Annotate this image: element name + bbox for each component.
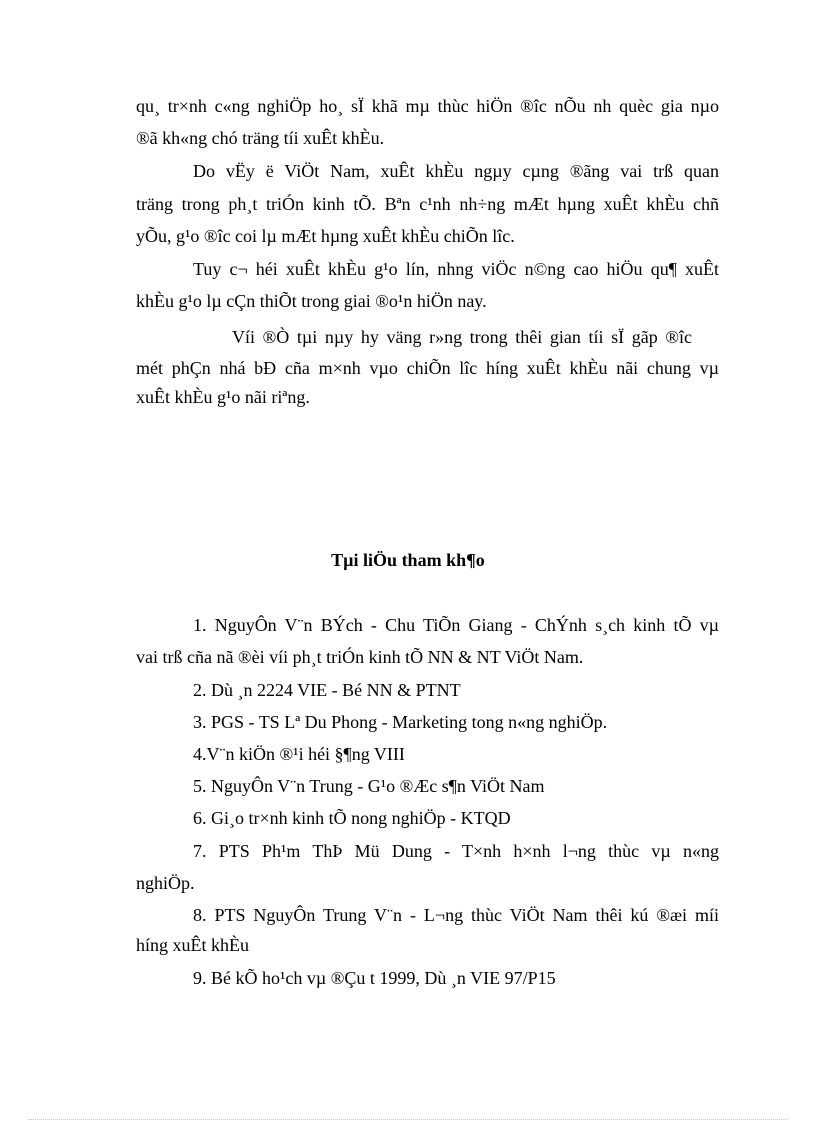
reference-5: 5. NguyÔn V¨n Trung - G¹o ®Æc s¶n ViÖt Nam: [193, 776, 545, 796]
paragraph-4-line-3: xuÊt khÈu g¹o nãi riªng.: [136, 387, 310, 407]
reference-7-line-2: nghiÖp.: [136, 873, 195, 893]
reference-8-line-2: híng xuÊt khÈu: [136, 935, 249, 955]
reference-7-line-1: 7. PTS Ph¹m ThÞ Mü Dung - T×nh h×nh l¬ng thùc vµ n«ng: [193, 841, 719, 861]
paragraph-1-line-2: ®ã kh«ng chó träng tíi xuÊt khÈu.: [136, 128, 385, 148]
paragraph-2-line-3: yÕu, g¹o ®îc coi lµ mÆt hµng xuÊt khÈu chiÕn lîc.: [136, 226, 515, 246]
page-bottom-divider: [28, 1119, 788, 1120]
paragraph-2-line-2: träng trong ph¸t triÓn kinh tÕ. Bªn c¹nh nh÷ng mÆt hµng xuÊt khÈu chñ: [136, 194, 719, 214]
reference-9: 9. Bé kÕ ho¹ch vµ ®Çu t 1999, Dù ¸n VIE 97/P15: [193, 968, 556, 988]
paragraph-2-line-1: Do vËy ë ViÖt Nam, xuÊt khÈu ngµy cµng ®ãng vai trß quan: [193, 161, 719, 181]
paragraph-4-line-1: Víi ®Ò tµi nµy hy väng r»ng trong thêi gian tíi sÏ gãp ®îc: [232, 327, 692, 347]
references-heading: Tµi liÖu tham kh¶o: [331, 550, 485, 570]
paragraph-3-line-2: khÈu g¹o lµ cÇn thiÕt trong giai ®o¹n hiÖn nay.: [136, 291, 487, 311]
reference-1-line-1: 1. NguyÔn V¨n BÝch - Chu TiÕn Giang - ChÝnh s¸ch kinh tÕ vµ: [193, 615, 719, 635]
reference-3: 3. PGS - TS Lª Du Phong - Marketing tong n«ng nghiÖp.: [193, 712, 608, 732]
reference-6: 6. Gi¸o tr×nh kinh tÕ nong nghiÖp - KTQD: [193, 808, 511, 828]
reference-4: 4.V¨n kiÖn ®¹i héi §¶ng VIII: [193, 744, 405, 764]
reference-1-line-2: vai trß cña nã ®èi víi ph¸t triÓn kinh tÕ NN & NT ViÖt Nam.: [136, 647, 584, 667]
paragraph-4-line-2: mét phÇn nhá bÐ cña m×nh vµo chiÕn lîc híng xuÊt khÈu nãi chung vµ: [136, 358, 719, 378]
reference-8-line-1: 8. PTS NguyÔn Trung V¨n - L¬ng thùc ViÖt Nam thêi kú ®æi míi: [193, 905, 719, 925]
paragraph-3-line-1: Tuy c¬ héi xuÊt khÈu g¹o lín, nhng viÖc n©ng cao hiÖu qu¶ xuÊt: [193, 259, 719, 279]
paragraph-1-line-1: qu¸ tr×nh c«ng nghiÖp ho¸ sÏ khã mµ thùc hiÖn ®îc nÕu nh quèc gia nµo: [136, 96, 719, 116]
reference-2: 2. Dù ¸n 2224 VIE - Bé NN & PTNT: [193, 680, 461, 700]
